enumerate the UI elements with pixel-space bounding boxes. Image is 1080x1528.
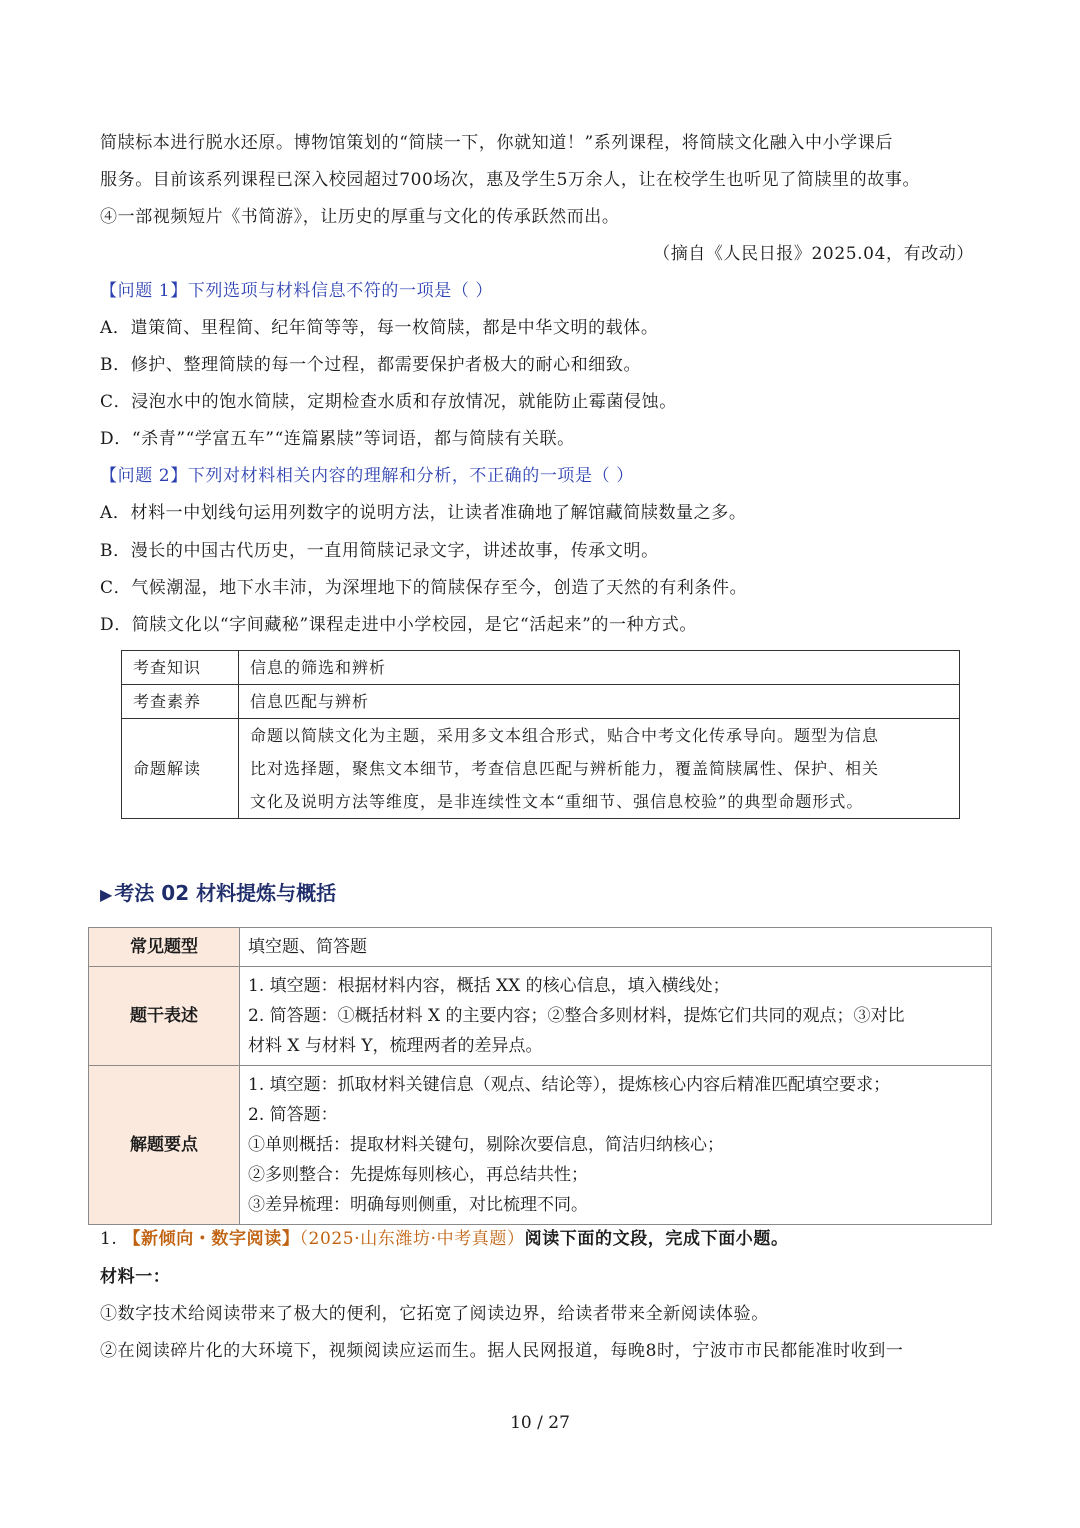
section-title bbox=[100, 877, 336, 906]
q1-option-a: A．遣策简、里程简、纪年简等等，每一枚简牍，都是中华文明的载体。 bbox=[100, 318, 659, 338]
q2-option-d: D．简牍文化以“字间藏秘”课程走进中小学校园，是它“活起来”的一种方式。 bbox=[100, 615, 697, 635]
table-row bbox=[89, 928, 992, 967]
table-value bbox=[239, 719, 960, 819]
section-title-text: 考法 02 材料提炼与概括 bbox=[114, 881, 337, 905]
q2-option-c: C．气候潮湿，地下水丰沛，为深埋地下的简牍保存至今，创造了天然的有利条件。 bbox=[100, 578, 748, 598]
passage-line-3: ④一部视频短片《书简游》，让历史的厚重与文化的传承跃然而出。 bbox=[100, 207, 620, 227]
table-value-line: 2. 简答题：①概括材料 X 的主要内容；②整合多则材料，提炼它们共同的观点；③对比 bbox=[248, 1006, 905, 1026]
q1-option-d: D．“杀青”“学富五车”“连篇累牍”等词语，都与简牍有关联。 bbox=[100, 429, 575, 449]
method-table bbox=[88, 927, 992, 1225]
table-value-line: ③差异梳理：明确每则侧重，对比梳理不同。 bbox=[248, 1195, 588, 1215]
table-value-line: 2. 简答题： bbox=[248, 1105, 338, 1125]
table-key: 题干表述 bbox=[89, 967, 240, 1066]
question-1-label: 【问题 1】下列选项与材料信息不符的一项是（ ） bbox=[100, 281, 494, 301]
q2-option-a: A．材料一中划线句运用列数字的说明方法，让读者准确地了解馆藏简牍数量之多。 bbox=[100, 503, 747, 523]
page-number: 10 / 27 bbox=[510, 1413, 570, 1433]
table-value: 信息的筛选和辨析 bbox=[239, 651, 960, 685]
passage-source: （摘自《人民日报》2025.04，有改动） bbox=[653, 244, 974, 264]
table-value bbox=[240, 967, 992, 1066]
q1-option-b: B．修护、整理简牍的每一个过程，都需要保护者极大的耐心和细致。 bbox=[100, 355, 642, 375]
table-row bbox=[122, 651, 960, 685]
table-value-line: 1. 填空题：根据材料内容，概括 XX 的核心信息，填入横线处； bbox=[248, 976, 730, 996]
table-value bbox=[240, 1066, 992, 1225]
passage-line-2: 服务。目前该系列课程已深入校园超过700场次，惠及学生5万余人，让在校学生也听见了简牍里的故事。 bbox=[100, 170, 921, 190]
table-row bbox=[122, 719, 960, 819]
table-value-line: 1. 填空题：抓取材料关键信息（观点、结论等），提炼核心内容后精准匹配填空要求； bbox=[248, 1075, 891, 1095]
q2-option-b: B．漫长的中国古代历史，一直用简牍记录文字，讲述故事，传承文明。 bbox=[100, 541, 659, 561]
table-value-line: 比对选择题，聚焦文本细节，考查信息匹配与辨析能力，覆盖简牍属性、保护、相关 bbox=[250, 759, 880, 778]
table-key: 解题要点 bbox=[89, 1066, 240, 1225]
exercise-heading bbox=[100, 1226, 789, 1252]
table-key: 考查知识 bbox=[122, 651, 239, 685]
table-row bbox=[89, 967, 992, 1066]
table-value-line: 填空题、简答题 bbox=[248, 937, 367, 957]
table-key: 考查素养 bbox=[122, 685, 239, 719]
question-2-label: 【问题 2】下列对材料相关内容的理解和分析，不正确的一项是（ ） bbox=[100, 466, 634, 486]
table-value bbox=[240, 928, 992, 967]
exercise-instruction: 阅读下面的文段，完成下面小题。 bbox=[524, 1229, 789, 1249]
table-value-line: 材料 X 与材料 Y，梳理两者的差异点。 bbox=[248, 1036, 543, 1056]
material-paragraph-1: ①数字技术给阅读带来了极大的便利，它拓宽了阅读边界，给读者带来全新阅读体验。 bbox=[100, 1304, 769, 1324]
material-paragraph-2: ②在阅读碎片化的大环境下，视频阅读应运而生。据人民网报道，每晚8时，宁波市市民都能准时收到一 bbox=[100, 1341, 904, 1361]
table-value-line: 命题以简牍文化为主题，采用多文本组合形式，贴合中考文化传承导向。题型为信息 bbox=[250, 726, 880, 745]
table-value-line: ②多则整合：先提炼每则核心，再总结共性； bbox=[248, 1165, 588, 1185]
material-label: 材料一： bbox=[100, 1267, 171, 1287]
passage-line-1: 简牍标本进行脱水还原。博物馆策划的“简牍一下，你就知道！”系列课程，将简牍文化融入中小学课后 bbox=[100, 133, 893, 153]
table-value-line: ①单则概括：提取材料关键句，剔除次要信息，简洁归纳核心； bbox=[248, 1135, 724, 1155]
table-value: 信息匹配与辨析 bbox=[239, 685, 960, 719]
exercise-source: （2025·山东潍坊·中考真题） bbox=[299, 1229, 525, 1249]
q1-option-c: C．浸泡水中的饱水简牍，定期检查水质和存放情况，就能防止霉菌侵蚀。 bbox=[100, 392, 677, 412]
table-key: 命题解读 bbox=[122, 719, 239, 819]
table-row bbox=[89, 1066, 992, 1225]
triangle-icon: ▶ bbox=[100, 885, 113, 904]
table-row bbox=[122, 685, 960, 719]
analysis-table bbox=[121, 650, 960, 819]
exercise-number: 1. bbox=[100, 1229, 118, 1249]
table-value-line: 文化及说明方法等维度，是非连续性文本“重细节、强信息校验”的典型命题形式。 bbox=[250, 792, 864, 811]
table-key: 常见题型 bbox=[89, 928, 240, 967]
exercise-tag: 【新倾向・数字阅读】 bbox=[123, 1229, 300, 1249]
